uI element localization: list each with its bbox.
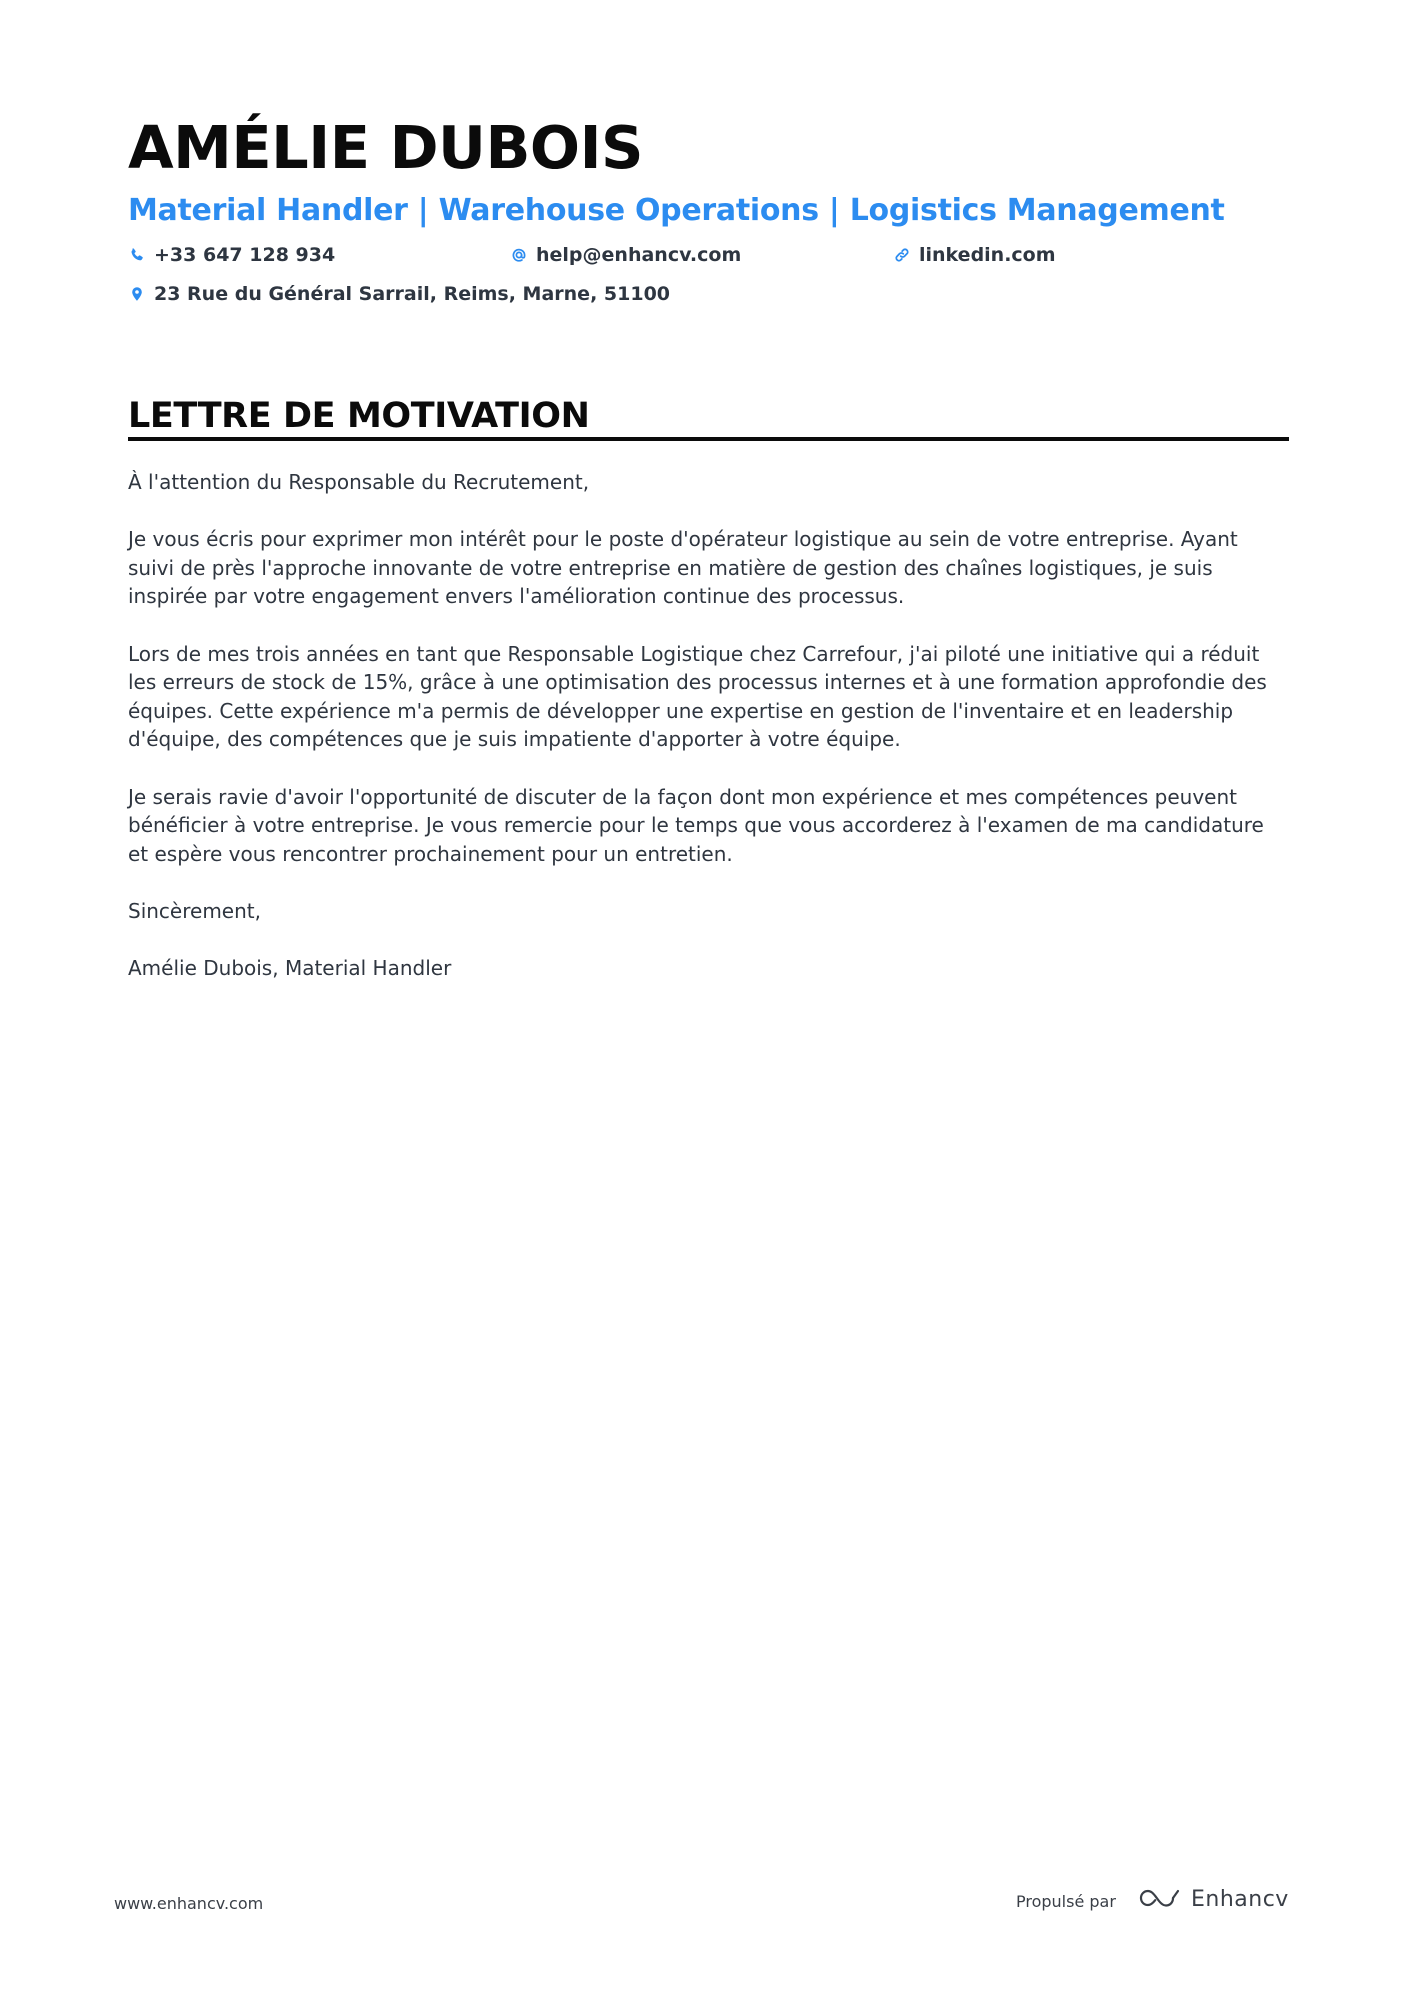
section-divider bbox=[128, 437, 1289, 441]
contact-phone bbox=[128, 242, 335, 268]
location-pin-icon bbox=[128, 285, 146, 303]
contact-email[interactable] bbox=[510, 242, 741, 268]
at-sign-icon bbox=[510, 246, 528, 264]
contact-linkedin[interactable] bbox=[893, 242, 1056, 268]
letter-greeting: À l'attention du Responsable du Recrutement, bbox=[128, 470, 590, 494]
applicant-tagline: Material Handler | Warehouse Operations | Logistics Management bbox=[128, 193, 1225, 228]
footer-powered-by: Propulsé par bbox=[1016, 1892, 1116, 1911]
phone-icon bbox=[128, 246, 146, 264]
letter-signature: Amélie Dubois, Material Handler bbox=[128, 956, 452, 981]
link-icon bbox=[893, 246, 911, 264]
footer-url[interactable]: www.enhancv.com bbox=[114, 1894, 264, 1913]
section-title: LETTRE DE MOTIVATION bbox=[128, 396, 590, 436]
enhancv-logo-text: Enhancv bbox=[1191, 1887, 1289, 1912]
linkedin-text[interactable]: linkedin.com bbox=[919, 244, 1056, 266]
letter-body bbox=[128, 468, 1289, 1011]
email-text[interactable]: help@enhancv.com bbox=[536, 244, 742, 266]
applicant-name: AMÉLIE DUBOIS bbox=[128, 113, 644, 182]
address-text: 23 Rue du Général Sarrail, Reims, Marne, 51100 bbox=[154, 283, 671, 305]
enhancv-logo-icon bbox=[1137, 1886, 1181, 1915]
letter-closing: Sincèrement, bbox=[128, 898, 261, 923]
letter-paragraph: Je serais ravie d'avoir l'opportunité de discuter de la façon dont mon expérience et mes compétences peuvent bénéficier à votre entreprise. Je vous remercie pour le temps que vous accorderez à l'examen de ma candidature et espère vous rencontrer prochainement pour un entretien. bbox=[128, 784, 1264, 866]
letter-paragraph: Je vous écris pour exprimer mon intérêt pour le poste d'opérateur logistique au sein de votre entreprise. Ayant suivi de près l'approche innovante de votre entreprise en matière de gestion des chaînes logistiques, je suis inspirée par votre engagement envers l'amélioration continue des processus. bbox=[128, 527, 1238, 609]
phone-text: +33 647 128 934 bbox=[154, 244, 336, 266]
contact-address bbox=[128, 281, 670, 307]
enhancv-logo[interactable] bbox=[1137, 1885, 1289, 1915]
letter-paragraph: Lors de mes trois années en tant que Responsable Logistique chez Carrefour, j'ai piloté une initiative qui a réduit les erreurs de stock de 15%, grâce à une optimisation des processus internes et à une formation approfondie des équipes. Cette expérience m'a permis de développer une expertise en gestion de l'inventaire et en leadership d'équipe, des compétences que je suis impatiente d'apporter à votre équipe. bbox=[128, 641, 1267, 752]
